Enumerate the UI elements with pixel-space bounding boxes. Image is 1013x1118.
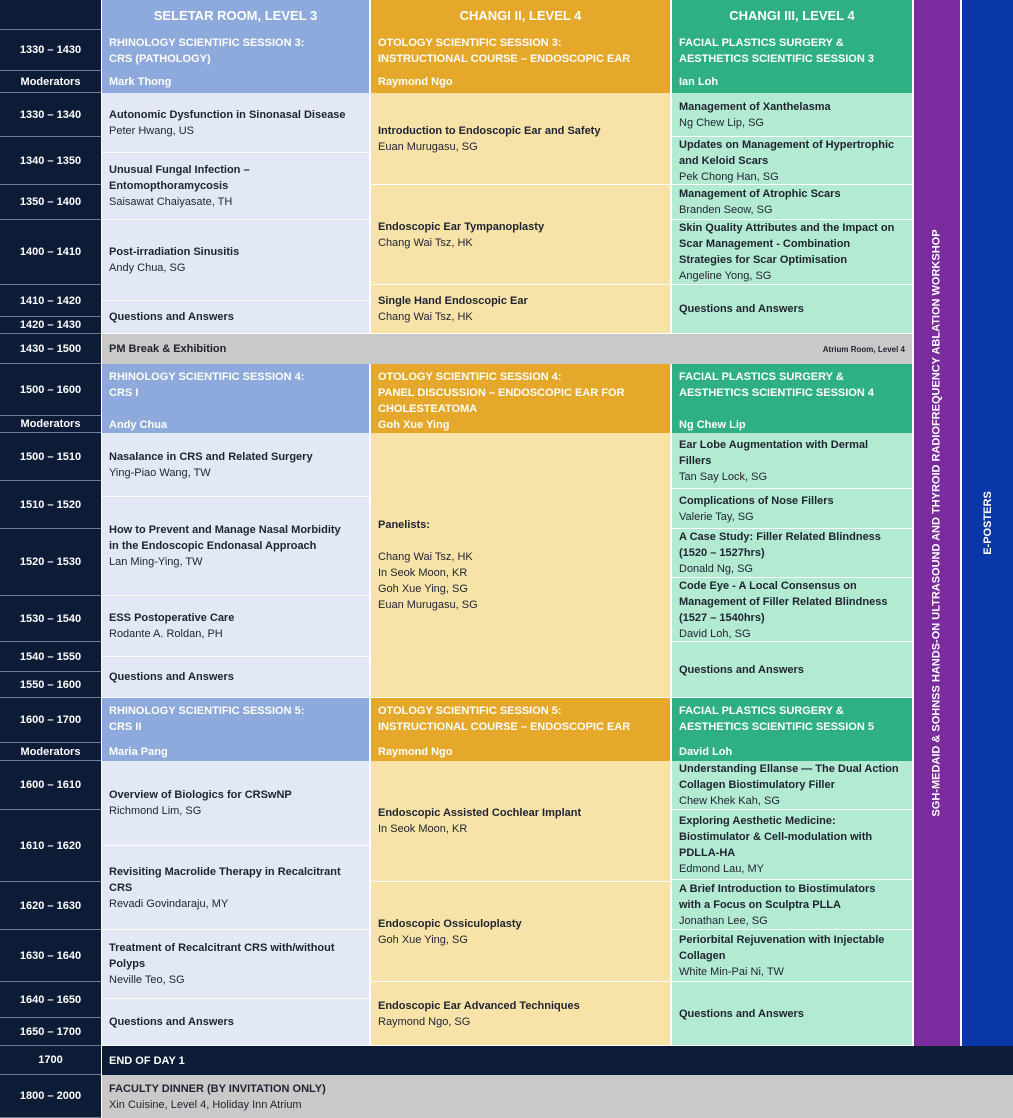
talk-item [672,761,912,810]
talk-title: Introduction to Endoscopic Ear and Safety [378,124,601,137]
session-title-line: CHOLESTEATOMA [378,403,478,415]
time-slot-text: 1410 – 1420 [19,294,82,307]
time-slot [0,761,101,810]
time-slot [0,529,101,596]
talk-title: Endoscopic Ear Tympanoplasty [378,220,545,233]
session-title-line: FACIAL PLASTICS SURGERY & [679,37,844,49]
time-slot [0,642,101,672]
talk-title: ESS Postoperative Care [109,612,235,624]
talk-item [102,930,369,999]
talk-speaker: Ng Chew Lip, SG [679,116,764,129]
dinner-location: Xin Cuisine, Level 4, Holiday Inn Atrium [109,1098,302,1111]
time-slot-text: 1620 – 1630 [19,899,82,912]
talk-title: A Case Study: Filler Related Blindness [679,531,881,543]
time-slot [0,982,101,1018]
talk-title: Single Hand Endoscopic Ear [378,295,528,307]
talk-title: Updates on Management of Hypertrophic [679,138,895,151]
talk-speaker: Saisawat Chaiyasate, TH [109,196,233,208]
talk-title: How to Prevent and Manage Nasal Morbidity [109,524,341,536]
column-header-label: CHANGI II, LEVEL 4 [459,7,582,23]
talk-title: Fillers [679,454,712,467]
break-row [102,334,912,364]
panelist-name: Euan Murugasu, SG [378,599,478,611]
talk-title: Autonomic Dysfunction in Sinonasal Disease [109,108,346,121]
moderator-changi3 [672,743,912,761]
moderator-name: Ian Loh [679,76,719,88]
time-slot-text: 1430 – 1500 [19,342,82,355]
time-slot-text: 1520 – 1530 [19,556,82,568]
session-header-changi2 [371,30,670,71]
break-location: Atrium Room, Level 4 [822,344,905,354]
talk-title: Questions and Answers [679,663,804,676]
session-title-line: OTOLOGY SCIENTIFIC SESSION 5: [378,705,562,717]
talk-speaker: Chang Wai Tsz, HK [378,236,473,249]
session-title-line: RHINOLOGY SCIENTIFIC SESSION 3: [109,37,305,49]
talk-item [672,137,912,185]
talk-speaker: Angeline Yong, SG [679,270,772,282]
time-slot-text: 1630 – 1640 [19,949,82,962]
session-title-line: AESTHETICS SCIENTIFIC SESSION 5 [679,721,874,733]
moderator-seletar [102,416,369,433]
talk-speaker: Euan Murugasu, SG [378,140,478,153]
talk-title: Periorbital Rejuvenation with Injectable [679,933,885,946]
time-slot [0,1075,101,1118]
session-header-changi2 [371,698,670,743]
column-header-label: SELETAR ROOM, LEVEL 3 [153,7,318,23]
talk-item [672,93,912,137]
moderator-name: Raymond Ngo [378,746,453,758]
talk-title: A Brief Introduction to Biostimulators [679,882,876,895]
talk-speaker: In Seok Moon, KR [378,823,468,835]
talk-item [371,761,670,882]
moderator-changi3 [672,71,912,93]
talk-title: Code Eye - A Local Consensus on [679,579,857,592]
session-title-line: INSTRUCTIONAL COURSE – ENDOSCOPIC EAR [378,53,631,65]
talk-item [672,578,912,642]
moderators-text: Moderators [20,418,81,430]
session-title-line: INSTRUCTIONAL COURSE – ENDOSCOPIC EAR [378,721,631,733]
talk-speaker: Ying-Piao Wang, TW [109,466,211,479]
moderator-changi2 [371,743,670,761]
talk-title: Exploring Aesthetic Medicine: [679,814,836,827]
talk-title: (1520 – 1527hrs) [679,547,765,559]
talk-item [672,642,912,698]
talk-speaker: Branden Seow, SG [679,204,773,216]
moderators-label [0,71,101,93]
talk-speaker: Revadi Govindaraju, MY [109,897,229,910]
session-title-line: CRS II [109,721,142,733]
talk-speaker: Tan Say Lock, SG [679,470,768,483]
talk-item [672,810,912,880]
talk-title: Treatment of Recalcitrant CRS with/without [109,942,335,954]
time-slot [0,285,101,317]
time-slot [0,30,101,71]
talk-speaker: White Min-Pai Ni, TW [679,965,784,978]
session-header-changi2 [371,364,670,416]
session-title-line: OTOLOGY SCIENTIFIC SESSION 4: [378,371,562,383]
talk-title: Questions and Answers [679,303,804,315]
end-of-day-row [102,1046,1013,1075]
time-slot-text: 1610 – 1620 [19,839,82,852]
talk-speaker: Richmond Lim, SG [109,805,202,817]
time-slot-text: 1600 – 1610 [19,779,82,791]
session-header-seletar [102,364,369,416]
time-slot-text: 1500 – 1600 [19,383,82,396]
talk-title: Polyps [109,958,146,970]
time-slot [0,137,101,185]
talk-item [102,93,369,153]
talk-title: Scar Management - Combination [679,238,851,250]
moderator-name: Ng Chew Lip [679,418,746,431]
talk-speaker: Valerie Tay, SG [679,510,754,523]
time-slot [0,481,101,529]
time-slot [0,93,101,137]
talk-title: Biostimulator & Cell-modulation with [679,830,873,843]
time-slot [0,882,101,930]
session-header-seletar [102,698,369,743]
session-header-changi3 [672,698,912,743]
talk-speaker: Raymond Ngo, SG [378,1015,471,1028]
panelist-name: Chang Wai Tsz, HK [378,551,473,563]
time-slot-text: 1640 – 1650 [19,993,82,1006]
moderator-name: Goh Xue Ying [378,418,450,431]
dinner-row [102,1075,1013,1118]
talk-speaker: Pek Chong Han, SG [679,170,779,183]
time-slot-text: 1500 – 1510 [19,450,82,463]
talk-title: Questions and Answers [109,671,234,683]
time-slot [0,698,101,743]
talk-title: in the Endoscopic Endonasal Approach [109,540,317,552]
talk-title: Strategies for Scar Optimisation [679,254,848,266]
talk-item [672,185,912,220]
talk-title: Questions and Answers [679,1007,804,1020]
session-title-line: RHINOLOGY SCIENTIFIC SESSION 5: [109,705,305,717]
session-header-changi3 [672,30,912,71]
talk-item [102,999,369,1046]
talk-item [102,153,369,220]
time-header-blank [0,0,101,30]
talk-item [672,930,912,982]
dinner-title: FACULTY DINNER (BY INVITATION ONLY) [109,1082,326,1095]
talk-item [102,596,369,657]
talk-speaker: Lan Ming-Ying, TW [109,556,203,568]
talk-speaker: Goh Xue Ying, SG [378,933,468,946]
session-header-changi3 [672,364,912,416]
time-slot-text: 1800 – 2000 [19,1090,82,1102]
talk-title: Nasalance in CRS and Related Surgery [109,450,313,463]
talk-item [672,220,912,285]
moderator-name: Raymond Ngo [378,76,453,88]
session-header-seletar [102,30,369,71]
talk-title: Management of Xanthelasma [679,100,831,113]
time-slot [0,1018,101,1046]
time-slot-text: 1340 – 1350 [19,154,82,167]
time-slot-text: 1540 – 1550 [19,650,82,663]
talk-title: CRS [109,881,133,894]
talk-item [371,982,670,1046]
time-slot [0,364,101,416]
time-slot [0,433,101,481]
time-slot-text: 1420 – 1430 [19,319,82,331]
talk-item [672,529,912,578]
talk-speaker: Donald Ng, SG [679,563,753,575]
talk-title: Revisiting Macrolide Therapy in Recalcitrant [109,865,341,878]
talk-title: Entomopthoramycosis [109,180,229,192]
time-slot [0,810,101,882]
talk-item [102,761,369,846]
moderator-seletar [102,71,369,93]
session-title-line: AESTHETICS SCIENTIFIC SESSION 4 [679,387,874,399]
moderator-name: Maria Pang [109,746,168,758]
talk-title: Ear Lobe Augmentation with Dermal [679,438,869,451]
time-slot [0,596,101,642]
time-slot-text: 1510 – 1520 [19,498,82,511]
session-title-line: FACIAL PLASTICS SURGERY & [679,705,844,717]
talk-speaker: Peter Hwang, US [109,124,194,137]
moderator-changi2 [371,416,670,433]
time-slot-text: 1330 – 1430 [19,44,82,56]
time-slot [0,317,101,334]
talk-title: (1527 – 1540hrs) [679,611,765,624]
talk-title: Management of Atrophic Scars [679,188,841,200]
talk-item [672,880,912,930]
talk-speaker: Rodante A. Roldan, PH [109,628,223,640]
talk-title: Endoscopic Ear Advanced Techniques [378,999,580,1012]
session-title-line: FACIAL PLASTICS SURGERY & [679,371,844,383]
session-title-line: CRS I [109,387,139,399]
session-title-line: RHINOLOGY SCIENTIFIC SESSION 4: [109,371,305,383]
time-slot [0,672,101,698]
talk-title: Collagen Biostimulatory Filler [679,779,835,791]
session-title-line: CRS (PATHOLOGY) [109,53,211,65]
talk-title: Unusual Fungal Infection – [109,164,250,176]
column-header-changi2 [371,0,670,30]
talk-item [102,846,369,930]
talk-title: Endoscopic Ossiculoplasty [378,917,522,930]
talk-title: PDLLA-HA [679,846,736,859]
time-slot-text: 1400 – 1410 [19,246,82,258]
talk-title: Complications of Nose Fillers [679,494,834,507]
moderator-changi2 [371,71,670,93]
time-slot [0,1046,101,1075]
talk-title: Understanding Ellanse — The Dual Action [679,763,899,775]
session-title-line: OTOLOGY SCIENTIFIC SESSION 3: [378,37,562,49]
workshop-label: SGH-MEDAID & SOHNSS HANDS-ON ULTRASOUND AND THYROID RADIOFREQUENCY ABLATION WORKSHOP [931,229,944,817]
moderator-seletar [102,743,369,761]
talk-item [102,433,369,497]
column-header-changi3 [672,0,912,30]
time-slot [0,220,101,285]
moderators-label [0,743,101,761]
time-slot [0,930,101,982]
time-slot [0,334,101,364]
talk-title: Endoscopic Assisted Cochlear Implant [378,807,582,819]
talk-speaker: Chew Khek Kah, SG [679,795,780,807]
talk-item [371,882,670,982]
talk-item [102,220,369,301]
session-title-line: PANEL DISCUSSION – ENDOSCOPIC EAR FOR [378,387,625,399]
talk-item [672,285,912,334]
talk-title: and Keloid Scars [679,154,769,167]
talk-item [672,982,912,1046]
moderator-name: David Loh [679,746,733,758]
talk-title: with a Focus on Sculptra PLLA [679,898,841,911]
session-title-line: AESTHETICS SCIENTIFIC SESSION 3 [679,53,874,65]
time-slot-text: 1530 – 1540 [19,612,82,625]
talk-item [102,497,369,596]
talk-item [672,489,912,529]
talk-title: Post-irradiation Sinusitis [109,246,240,258]
talk-item [371,93,670,185]
time-slot-text: 1350 – 1400 [19,196,82,208]
talk-title: Collagen [679,949,726,962]
moderator-name: Mark Thong [109,76,172,88]
break-label: PM Break & Exhibition [109,343,227,355]
talk-item [102,657,369,698]
time-slot [0,185,101,220]
time-slot-text: 1700 [38,1054,63,1066]
column-header-label: CHANGI III, LEVEL 4 [729,7,855,23]
talk-item [371,285,670,334]
talk-item [102,301,369,334]
eposters-column [962,0,1013,1046]
talk-speaker: Chang Wai Tsz, HK [378,311,473,323]
time-slot-text: 1550 – 1600 [19,678,82,691]
talk-speaker: Neville Teo, SG [109,974,185,986]
talk-title: Overview of Biologics for CRSwNP [109,789,292,801]
panel-discussion [371,433,670,698]
time-slot-text: 1600 – 1700 [19,714,82,726]
end-of-day-label: END OF DAY 1 [109,1054,185,1067]
moderators-text: Moderators [20,75,81,88]
time-slot-text: 1650 – 1700 [19,1025,82,1038]
panelist-name: In Seok Moon, KR [378,567,468,579]
talk-title: Skin Quality Attributes and the Impact on [679,222,895,234]
talk-speaker: Edmond Lau, MY [679,862,764,875]
panelist-name: Goh Xue Ying, SG [378,583,468,595]
talk-speaker: Jonathan Lee, SG [679,914,768,927]
talk-item [672,433,912,489]
column-header-seletar [102,0,369,30]
talk-speaker: Andy Chua, SG [109,262,186,274]
time-slot-text: 1330 – 1340 [19,108,82,121]
eposters-label: E-POSTERS [981,491,994,555]
talk-item [371,185,670,285]
talk-title: Questions and Answers [109,311,234,323]
talk-speaker: David Loh, SG [679,627,751,640]
moderator-name: Andy Chua [109,418,168,431]
moderator-changi3 [672,416,912,433]
workshop-column [914,0,960,1046]
panel-label: Panelists: [378,519,430,531]
talk-title: Questions and Answers [109,1016,234,1028]
moderators-label [0,416,101,433]
talk-title: Management of Filler Related Blindness [679,595,888,608]
moderators-text: Moderators [20,745,81,758]
